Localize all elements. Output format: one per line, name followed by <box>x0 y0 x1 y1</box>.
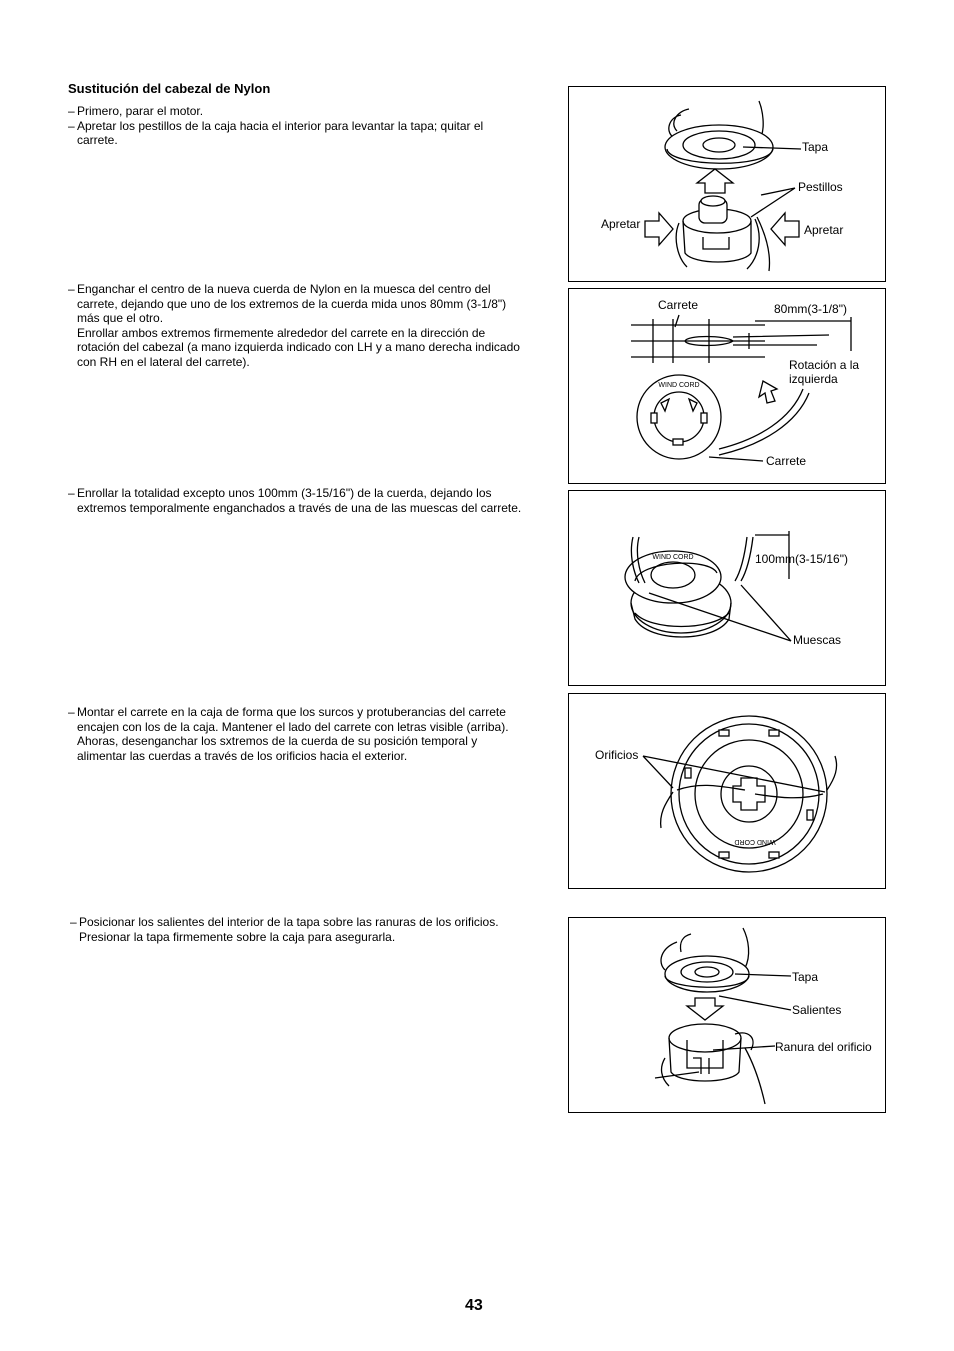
spool-text-fig2: WIND CORD <box>658 382 700 389</box>
label-ranura: Ranura del orificio <box>775 1040 872 1054</box>
step-1-text <box>68 104 524 148</box>
label-muescas: Muescas <box>793 633 842 647</box>
spool-text-fig3: WIND CORD <box>652 554 694 561</box>
step-3-item-1: – Enrollar la totalidad excepto unos 100mm (3-15/16") de la cuerda, dejando los extremos temporalmente enganchados a través de una de las muescas del carrete. <box>68 486 522 515</box>
figure-hook-ends-drawing <box>569 491 885 685</box>
label-pestillos: Pestillos <box>798 180 843 194</box>
step-2-item-1: – Enganchar el centro de la nueva cuerda de Nylon en la muesca del centro del carrete, dejando que uno de los extremos de la cuerda mida unos 80mm (3-1/8") más que el otro. <box>68 282 507 326</box>
step-4-item-1: – Montar el carrete en la caja de forma que los surcos y protuberancias del carrete encajen con los de la caja. Mantener el lado del carrete con letras visible (arriba). Ahoras, desenganchar los sxtremos de la cuerda de su posición temporal y alimentar las cuerdas a través de los orificios hacia el exterior. <box>68 705 509 763</box>
figure-remove-cap <box>568 86 886 282</box>
label-rotacion-2: izquierda <box>789 372 838 386</box>
figure-wind-line-drawing <box>569 289 885 483</box>
figure-feed-cords-drawing <box>569 694 885 888</box>
step-5-text <box>70 915 500 944</box>
step-2-text <box>68 282 524 370</box>
step-1-item-1: – Primero, parar el motor. <box>68 104 204 118</box>
figure-refit-cap <box>568 917 886 1113</box>
label-80mm: 80mm(3-1/8") <box>774 302 847 316</box>
figure-feed-cords <box>568 693 886 889</box>
step-4-text <box>68 705 524 763</box>
label-orificios: Orificios <box>595 748 639 762</box>
label-100mm: 100mm(3-15/16") <box>755 552 848 566</box>
label-tapa: Tapa <box>802 140 829 154</box>
step-2-item-2: Enrollar ambos extremos firmemente alrededor del carrete en la dirección de rotación del cabezal (a mano izquierda indicado con LH y a mano derecha indicado con RH en el lateral del carrete). <box>77 325 520 369</box>
step-1-item-2: – Apretar los pestillos de la caja hacia el interior para levantar la tapa; quitar el carrete. <box>68 118 484 148</box>
label-carrete-bottom: Carrete <box>766 454 807 468</box>
spool-text-fig4: WIND CORD <box>734 838 776 845</box>
label-tapa-fig5: Tapa <box>792 970 819 984</box>
page-number: 43 <box>465 1297 483 1314</box>
step-5-item-1: – Posicionar los salientes del interior de la tapa sobre las ranuras de los orificios. Presionar la tapa firmemente sobre la caja para asegurarla. <box>70 915 499 944</box>
label-apretar-left: Apretar <box>601 217 641 231</box>
label-rotacion-1: Rotación a la <box>789 358 860 372</box>
figure-hook-ends <box>568 490 886 686</box>
figure-wind-line <box>568 288 886 484</box>
section-title: Sustitución del cabezal de Nylon <box>68 81 271 96</box>
step-3-text <box>68 486 524 515</box>
label-apretar-right: Apretar <box>804 223 844 237</box>
label-salientes: Salientes <box>792 1003 842 1017</box>
label-carrete-top: Carrete <box>658 298 699 312</box>
